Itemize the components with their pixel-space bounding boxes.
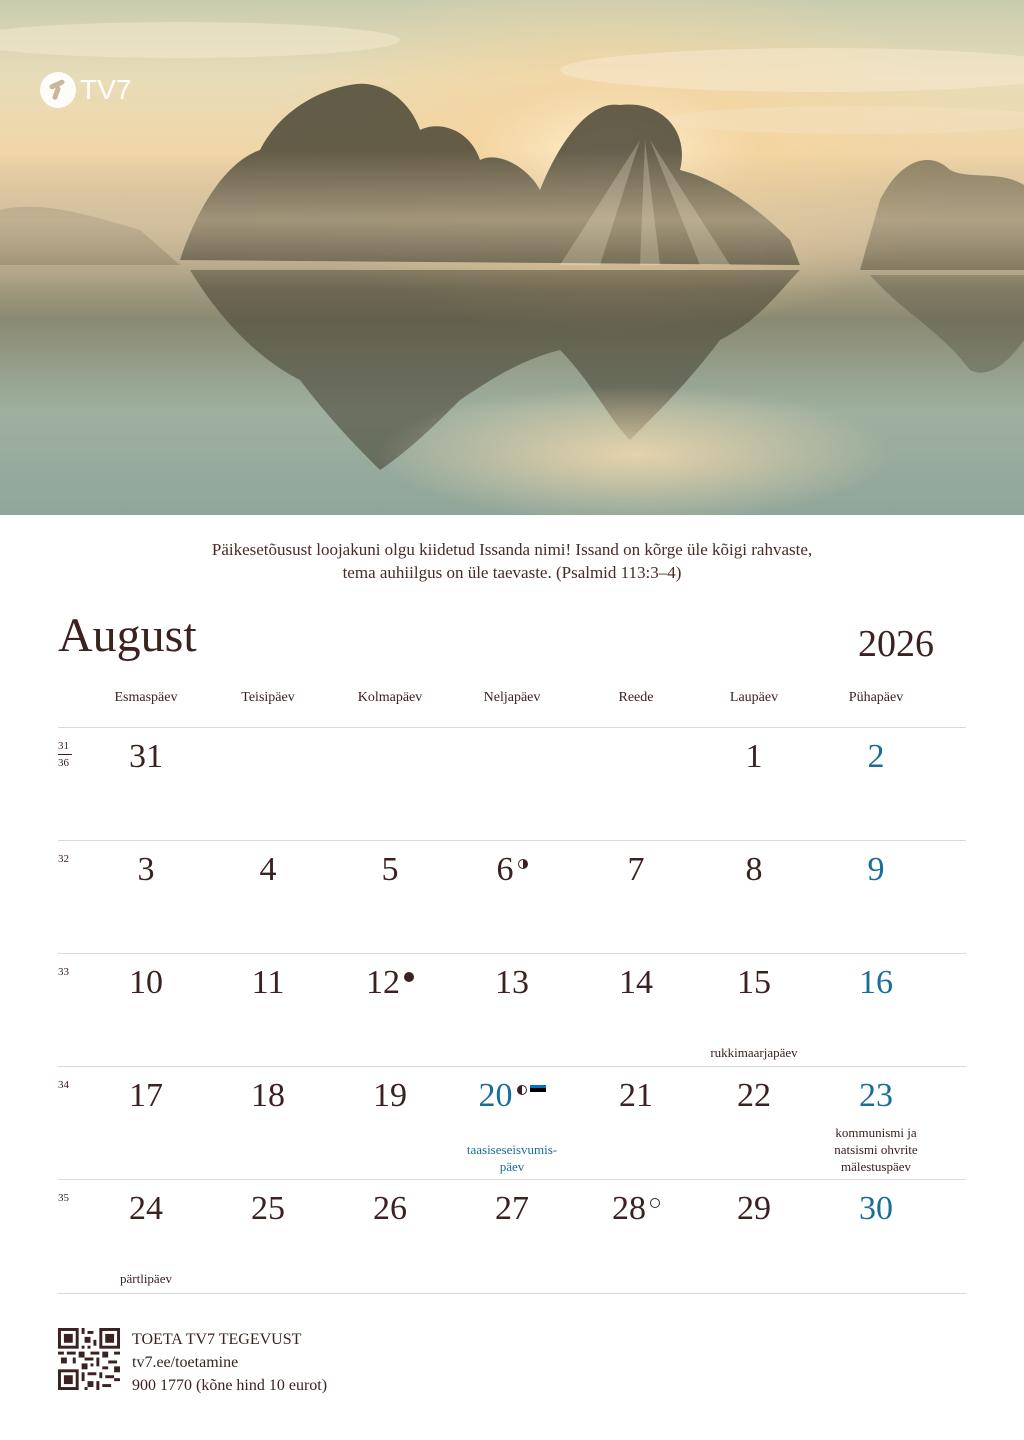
day-cell: 6: [450, 851, 574, 889]
support-info: [132, 1328, 327, 1397]
day-cell: 19: [373, 1077, 407, 1114]
day-cell: 12: [328, 964, 452, 1002]
day-cell: 24: [129, 1190, 163, 1227]
verse-line-1: Päikesetõusust loojakuni olgu kiidetud Issanda nimi! Issand on kõrge üle kõigi rahvaste,: [211, 540, 813, 559]
week-row: [58, 840, 966, 954]
week-row: [58, 1066, 966, 1180]
day-cell: 28: [574, 1190, 698, 1228]
holiday-note: pärtlipäev: [120, 1271, 172, 1286]
bible-verse: [0, 538, 1024, 584]
day-cell: 21: [619, 1077, 653, 1114]
full-moon-icon: [650, 1198, 660, 1208]
first-quarter-moon-icon: [517, 1085, 527, 1095]
support-title: TOETA TV7 TEGEVUST: [132, 1331, 302, 1348]
weekday-sun: Pühapäev: [848, 690, 904, 705]
qr-code-icon[interactable]: [58, 1328, 120, 1390]
day-cell: 17: [129, 1077, 163, 1114]
day-cell-sunday: 9: [867, 851, 885, 888]
week-number: 33: [58, 966, 69, 978]
day-cell-holiday: 20: [450, 1077, 574, 1115]
tv7-logo: [40, 72, 131, 108]
weekday-sat: Laupäev: [729, 690, 779, 705]
year-title: 2026: [858, 623, 934, 665]
support-url[interactable]: tv7.ee/toetamine: [132, 1354, 239, 1371]
day-cell: 29: [737, 1190, 771, 1227]
new-moon-icon: [404, 972, 414, 982]
header-photo: [0, 0, 1024, 515]
day-cell-sunday: 23: [859, 1077, 893, 1114]
logo-text: TV7: [80, 74, 132, 105]
day-cell: 31: [129, 738, 163, 775]
day-cell-sunday: 30: [859, 1190, 893, 1227]
last-quarter-moon-icon: [518, 859, 528, 869]
day-cell: 25: [251, 1190, 285, 1227]
day-cell: 15: [737, 964, 771, 1001]
day-cell: 3: [137, 851, 155, 888]
holiday-note: kommunismi ja natsismi ohvrite mälestuspäev: [834, 1125, 918, 1174]
week-row: [58, 953, 966, 1067]
week-number: 31 36: [58, 740, 72, 769]
week-row: [58, 1179, 966, 1294]
day-cell: 26: [373, 1190, 407, 1227]
dove-icon: [40, 72, 76, 108]
day-cell: 27: [495, 1190, 529, 1227]
day-cell: 14: [619, 964, 653, 1001]
verse-line-2: tema auhiilgus on üle taevaste. (Psalmid 113:3–4): [342, 563, 682, 582]
week-number: 34: [58, 1079, 69, 1091]
weekday-mon: Esmaspäev: [114, 690, 178, 705]
holiday-note: taasiseseisvumis- päev: [466, 1142, 558, 1174]
day-cell: 11: [251, 964, 285, 1001]
week-number: 35: [58, 1192, 69, 1204]
weekday-thu: Neljapäev: [483, 690, 541, 705]
day-cell-sunday: 16: [859, 964, 893, 1001]
day-cell: 22: [737, 1077, 771, 1114]
day-cell: 7: [627, 851, 645, 888]
day-cell: 8: [745, 851, 763, 888]
day-cell: 18: [251, 1077, 285, 1114]
day-cell: 10: [129, 964, 163, 1001]
estonian-flag-icon: [530, 1085, 546, 1095]
week-row: [58, 727, 966, 841]
day-cell-sunday: 2: [867, 738, 885, 775]
day-cell: 13: [495, 964, 529, 1001]
day-cell: 4: [259, 851, 277, 888]
weekday-tue: Teisipäev: [241, 690, 295, 705]
weekday-wed: Kolmapäev: [357, 690, 423, 705]
support-phone: 900 1770 (kõne hind 10 eurot): [132, 1377, 328, 1394]
week-number: 32: [58, 853, 69, 865]
day-cell: 5: [381, 851, 399, 888]
holiday-note: rukkimaarjapäev: [710, 1045, 798, 1060]
weekday-header-row: [58, 690, 966, 714]
weekday-fri: Reede: [618, 690, 654, 705]
day-cell: 1: [745, 738, 763, 775]
month-title: August: [58, 609, 197, 662]
